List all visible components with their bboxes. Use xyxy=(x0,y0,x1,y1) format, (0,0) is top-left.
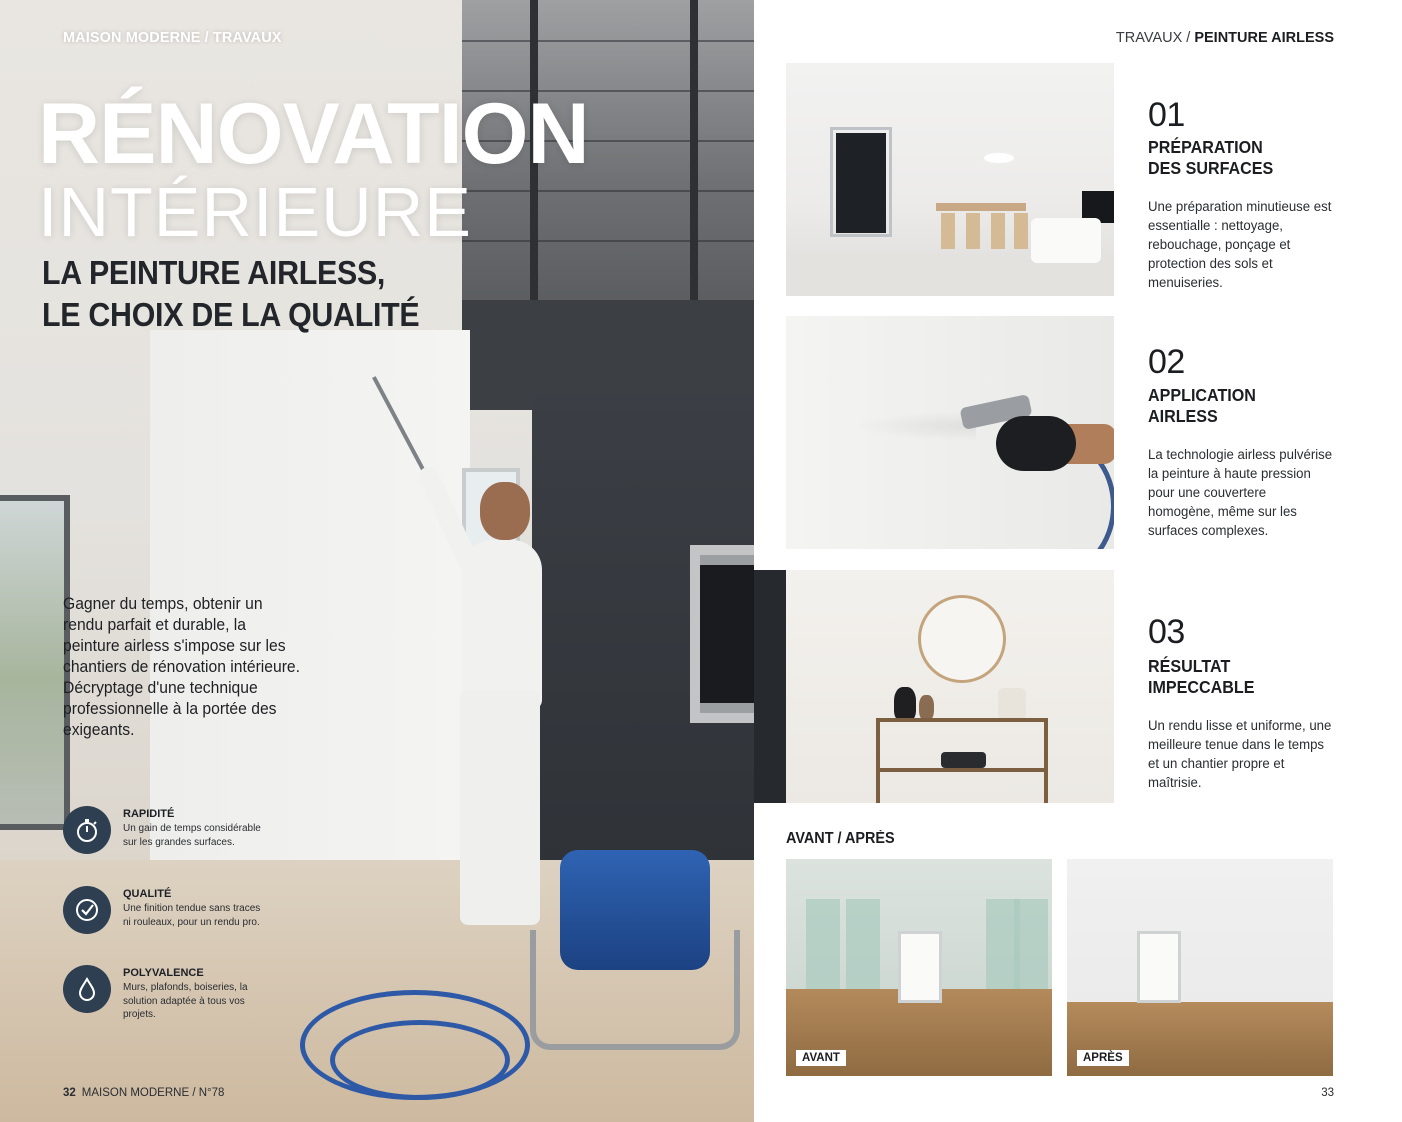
step-number: 03 xyxy=(1148,613,1185,651)
step-description: Un rendu lisse et uniforme, une meilleure tenue dans le temps et un chantier propre et maîtrisie. xyxy=(1148,718,1332,791)
step-title: RÉSULTAT IMPECCABLE xyxy=(1148,656,1255,697)
stopwatch-icon xyxy=(63,806,111,854)
photo-before xyxy=(786,859,1052,1076)
before-after-heading: AVANT / APRÈS xyxy=(786,830,895,847)
step-number: 02 xyxy=(1148,343,1185,381)
step-title: PRÉPARATION DES SURFACES xyxy=(1148,137,1274,178)
step-description: Une préparation minutieuse est essentialle : nettoyage, rebouchage, ponçage et protection des sols et menuiseries. xyxy=(1148,199,1332,291)
photo-application xyxy=(786,316,1114,549)
photo-preparation xyxy=(786,63,1114,296)
section-kicker-right: TRAVAUX / PEINTURE AIRLESS xyxy=(1115,30,1334,46)
before-label: AVANT xyxy=(796,1050,846,1066)
drop-icon xyxy=(63,965,111,1013)
feature-qualite: QUALITÉ Une finition tendue sans traces ni rouleaux, pour un rendu pro. xyxy=(63,886,283,946)
page-folio-left: 32 MAISON MODERNE / N°78 xyxy=(63,1087,225,1099)
step-number: 01 xyxy=(1148,96,1185,134)
check-circle-icon xyxy=(63,886,111,934)
title-main: RÉNOVATION xyxy=(38,86,589,182)
subtitle: LA PEINTURE AIRLESS, LE CHOIX DE LA QUALITÉ xyxy=(42,254,420,333)
feature-rapidite: RAPIDITÉ Un gain de temps considérable sur les grandes surfaces. xyxy=(63,806,283,866)
window xyxy=(0,495,70,830)
photo-resultat xyxy=(786,570,1114,803)
intro-text: Gagner du temps, obtenir un rendu parfait et durable, la peinture airless s'impose sur les chantiers de rénovation intérieure. Décryptage d'une technique professionnelle à la portée des exigeants. xyxy=(63,595,301,739)
feature-polyvalence: POLYVALENCE Murs, plafonds, boiseries, la solution adaptée à tous vos projets. xyxy=(63,965,283,1025)
page-folio-right: 33 xyxy=(1321,1087,1334,1099)
after-label: APRÈS xyxy=(1077,1050,1129,1066)
fireplace xyxy=(690,545,754,723)
photo-after xyxy=(1067,859,1333,1076)
step-title: APPLICATION AIRLESS xyxy=(1148,385,1256,426)
airless-pump xyxy=(560,850,710,970)
title-secondary: INTÉRIEURE xyxy=(38,173,472,251)
step-description: La technologie airless pulvérise la peinture à haute pression pour une couvertere homogène, même sur les surfaces complexes. xyxy=(1148,447,1333,539)
section-kicker: MAISON MODERNE / TRAVAUX xyxy=(63,30,282,46)
